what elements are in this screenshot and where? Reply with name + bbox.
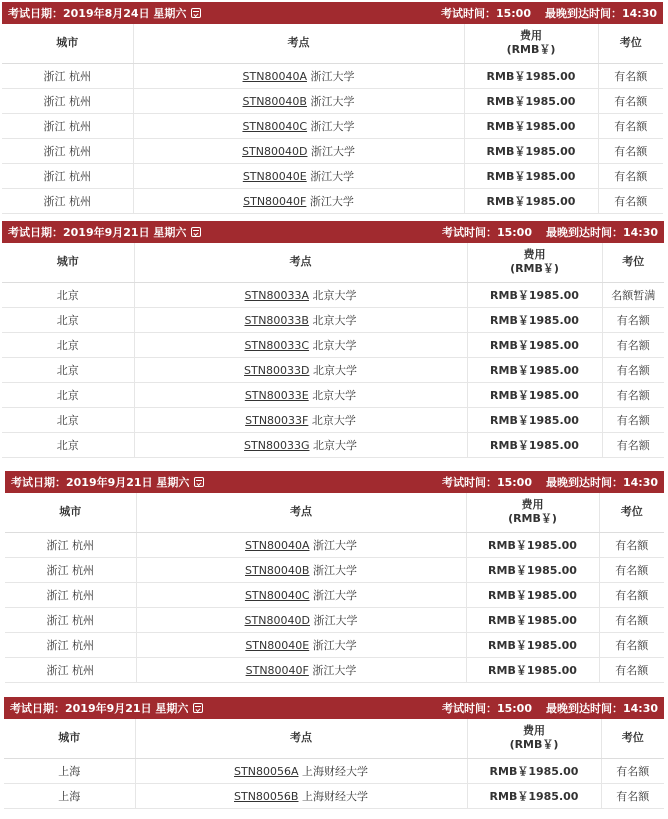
table-row — [2, 357, 664, 382]
city-cell: 北京 — [2, 432, 134, 457]
table-row — [2, 63, 663, 88]
venue-name: 浙江大学 — [313, 588, 358, 602]
city-cell: 北京 — [2, 282, 134, 307]
calendar-icon[interactable] — [193, 703, 203, 713]
fee-cell: RMB￥1985.00 — [464, 63, 598, 88]
venue-cell — [133, 138, 464, 163]
fee-cell: RMB￥1985.00 — [467, 307, 602, 332]
table-row — [5, 607, 664, 632]
venue-name: 上海财经大学 — [301, 764, 368, 778]
city-cell: 浙江 杭州 — [2, 63, 133, 88]
arrival-time: 最晚到达时间：14:30 — [544, 7, 657, 20]
seat-status-cell: 有名额 — [599, 657, 664, 682]
col-seats: 考位 — [599, 493, 664, 532]
col-fee-currency: (RMB￥) — [508, 512, 557, 526]
city-cell: 浙江 杭州 — [2, 88, 133, 113]
seat-status-cell: 有名额 — [598, 88, 663, 113]
venue-cell — [135, 783, 467, 808]
fee-cell: RMB￥1985.00 — [464, 188, 598, 213]
exam-section-3 — [5, 471, 664, 683]
venue-code-link[interactable]: STN80033G — [244, 438, 310, 452]
fee-cell: RMB￥1985.00 — [466, 632, 599, 657]
seat-status-cell: 有名额 — [599, 582, 664, 607]
venue-code-link[interactable]: STN80040A — [242, 69, 307, 83]
col-venue: 考点 — [133, 24, 464, 63]
venue-code-link[interactable]: STN80056A — [234, 764, 299, 778]
venue-cell — [133, 63, 464, 88]
table-row — [4, 783, 664, 808]
venue-name: 北京大学 — [312, 338, 357, 352]
calendar-icon[interactable] — [191, 8, 201, 18]
venue-cell — [133, 188, 464, 213]
col-city: 城市 — [5, 493, 136, 532]
city-cell: 北京 — [2, 307, 134, 332]
venue-name: 北京大学 — [312, 363, 357, 377]
exam-date: 考试日期：2019年9月21日 星期六 — [8, 226, 187, 239]
seat-status-cell: 有名额 — [602, 332, 664, 357]
venue-name: 浙江大学 — [310, 119, 355, 133]
seat-status-cell: 有名额 — [598, 188, 663, 213]
col-city: 城市 — [4, 719, 135, 758]
city-cell: 北京 — [2, 357, 134, 382]
table-header-row — [2, 243, 664, 282]
arrival-time: 最晚到达时间：14:30 — [545, 702, 658, 715]
venue-code-link[interactable]: STN80040E — [242, 169, 307, 183]
col-fee-label: 费用 — [520, 29, 542, 43]
venue-name: 北京大学 — [311, 413, 356, 427]
table-row — [5, 657, 664, 682]
fee-cell: RMB￥1985.00 — [464, 163, 598, 188]
col-fee-currency: (RMB￥) — [510, 262, 559, 276]
venue-cell — [133, 163, 464, 188]
table-header-row — [5, 493, 664, 532]
fee-cell: RMB￥1985.00 — [467, 332, 602, 357]
exam-time: 考试时间：15:00 — [440, 7, 531, 20]
venue-code-link[interactable]: STN80056B — [234, 789, 299, 803]
table-header-row — [2, 24, 663, 63]
table-row — [5, 632, 664, 657]
venue-code-link[interactable]: STN80040C — [244, 588, 310, 602]
col-venue: 考点 — [134, 243, 467, 282]
col-seats: 考位 — [598, 24, 663, 63]
exam-section-4 — [4, 697, 664, 809]
col-fee — [467, 243, 602, 282]
venue-cell — [134, 432, 467, 457]
city-cell: 浙江 杭州 — [5, 557, 136, 582]
table-row — [2, 307, 664, 332]
calendar-icon[interactable] — [191, 227, 201, 237]
seat-status-cell: 有名额 — [602, 407, 664, 432]
exam-time: 考试时间：15:00 — [441, 702, 532, 715]
city-cell: 浙江 杭州 — [5, 607, 136, 632]
venue-code-link[interactable]: STN80040D — [242, 144, 308, 158]
section-header — [5, 471, 664, 493]
city-cell: 浙江 杭州 — [5, 657, 136, 682]
seat-status-cell: 有名额 — [598, 113, 663, 138]
venue-cell — [134, 382, 467, 407]
table-row — [5, 532, 664, 557]
seat-status-cell: 有名额 — [598, 163, 663, 188]
venue-cell — [134, 307, 467, 332]
fee-cell: RMB￥1985.00 — [464, 113, 598, 138]
table-row — [2, 432, 664, 457]
table-row — [2, 188, 663, 213]
venue-name: 北京大学 — [312, 388, 357, 402]
venue-cell — [136, 607, 466, 632]
seat-status-cell: 有名额 — [602, 307, 664, 332]
venue-table — [5, 493, 664, 683]
table-row — [2, 407, 664, 432]
section-header — [4, 697, 664, 719]
venue-name: 浙江大学 — [312, 663, 357, 677]
seat-status-cell: 有名额 — [602, 382, 664, 407]
venue-cell — [136, 632, 466, 657]
table-row — [2, 113, 663, 138]
city-cell: 北京 — [2, 407, 134, 432]
col-fee-currency: (RMB￥) — [509, 738, 559, 752]
seat-status-cell: 有名额 — [601, 758, 664, 783]
arrival-time: 最晚到达时间：14:30 — [545, 476, 658, 489]
seat-status-cell: 有名额 — [599, 532, 664, 557]
fee-cell: RMB￥1985.00 — [464, 138, 598, 163]
fee-cell: RMB￥1985.00 — [467, 357, 602, 382]
venue-code-link[interactable]: STN80033F — [245, 413, 309, 427]
venue-cell — [133, 88, 464, 113]
venue-name: 北京大学 — [312, 313, 357, 327]
exam-date: 考试日期：2019年9月21日 星期六 — [10, 702, 189, 715]
city-cell: 浙江 杭州 — [2, 188, 133, 213]
fee-cell: RMB￥1985.00 — [467, 432, 602, 457]
table-row — [2, 138, 663, 163]
venue-cell — [134, 332, 467, 357]
table-row — [2, 163, 663, 188]
venue-name: 浙江大学 — [309, 194, 354, 208]
table-header-row — [4, 719, 664, 758]
exam-date: 考试日期：2019年9月21日 星期六 — [11, 476, 190, 489]
venue-cell — [136, 532, 466, 557]
seat-status-cell: 有名额 — [598, 138, 663, 163]
venue-code-link[interactable]: STN80033D — [244, 363, 310, 377]
seat-status-cell: 有名额 — [598, 63, 663, 88]
venue-cell — [136, 557, 466, 582]
venue-table — [2, 24, 663, 214]
venue-name: 上海财经大学 — [301, 789, 368, 803]
section-header — [2, 221, 664, 243]
venue-code-link[interactable]: STN80040A — [245, 538, 310, 552]
venue-code-link[interactable]: STN80040D — [244, 613, 310, 627]
venue-code-link[interactable]: STN80033A — [244, 288, 309, 302]
city-cell: 北京 — [2, 382, 134, 407]
venue-code-link[interactable]: STN80040C — [242, 119, 308, 133]
col-fee — [464, 24, 598, 63]
venue-name: 浙江大学 — [310, 144, 355, 158]
exam-date: 考试日期：2019年8月24日 星期六 — [8, 7, 187, 20]
venue-name: 浙江大学 — [310, 169, 355, 183]
venue-cell — [133, 113, 464, 138]
venue-name: 北京大学 — [312, 438, 357, 452]
seat-status-cell: 有名额 — [602, 432, 664, 457]
exam-section-1 — [2, 2, 663, 214]
fee-cell: RMB￥1985.00 — [466, 557, 599, 582]
venue-code-link[interactable]: STN80040B — [245, 563, 310, 577]
venue-code-link[interactable]: STN80040B — [242, 94, 307, 108]
venue-table — [2, 243, 664, 458]
section-header — [2, 2, 663, 24]
col-fee-label: 费用 — [523, 248, 546, 262]
fee-cell: RMB￥1985.00 — [467, 407, 602, 432]
seat-status-cell: 有名额 — [602, 357, 664, 382]
col-city: 城市 — [2, 243, 134, 282]
fee-cell: RMB￥1985.00 — [466, 607, 599, 632]
city-cell: 北京 — [2, 332, 134, 357]
exam-time: 考试时间：15:00 — [441, 476, 532, 489]
fee-cell: RMB￥1985.00 — [467, 783, 601, 808]
seat-status-cell: 有名额 — [599, 557, 664, 582]
table-row — [2, 88, 663, 113]
venue-table — [4, 719, 664, 809]
fee-cell: RMB￥1985.00 — [467, 382, 602, 407]
city-cell: 浙江 杭州 — [2, 113, 133, 138]
seat-status-cell: 名额暂满 — [602, 282, 664, 307]
venue-code-link[interactable]: STN80040E — [245, 638, 310, 652]
table-row — [2, 332, 664, 357]
col-fee — [467, 719, 601, 758]
city-cell: 浙江 杭州 — [2, 163, 133, 188]
exam-section-2 — [2, 221, 664, 458]
venue-name: 浙江大学 — [313, 613, 358, 627]
col-fee-currency: (RMB￥) — [506, 43, 556, 57]
col-venue: 考点 — [135, 719, 467, 758]
col-venue: 考点 — [136, 493, 466, 532]
venue-code-link[interactable]: STN80033E — [244, 388, 309, 402]
col-fee — [466, 493, 599, 532]
col-fee-label: 费用 — [521, 498, 544, 512]
city-cell: 上海 — [4, 783, 135, 808]
exam-time: 考试时间：15:00 — [441, 226, 532, 239]
table-row — [5, 557, 664, 582]
table-row — [2, 382, 664, 407]
table-row — [4, 758, 664, 783]
city-cell: 上海 — [4, 758, 135, 783]
venue-name: 浙江大学 — [310, 69, 355, 83]
seat-status-cell: 有名额 — [601, 783, 664, 808]
venue-name: 北京大学 — [312, 288, 357, 302]
venue-name: 浙江大学 — [312, 538, 357, 552]
fee-cell: RMB￥1985.00 — [467, 758, 601, 783]
seat-status-cell: 有名额 — [599, 607, 664, 632]
fee-cell: RMB￥1985.00 — [467, 282, 602, 307]
seat-status-cell: 有名额 — [599, 632, 664, 657]
fee-cell: RMB￥1985.00 — [466, 582, 599, 607]
venue-cell — [134, 357, 467, 382]
venue-cell — [134, 282, 467, 307]
city-cell: 浙江 杭州 — [2, 138, 133, 163]
venue-name: 浙江大学 — [312, 563, 357, 577]
venue-cell — [136, 582, 466, 607]
city-cell: 浙江 杭州 — [5, 532, 136, 557]
fee-cell: RMB￥1985.00 — [464, 88, 598, 113]
col-seats: 考位 — [601, 719, 664, 758]
venue-code-link[interactable]: STN80033C — [244, 338, 310, 352]
col-seats: 考位 — [602, 243, 664, 282]
col-city: 城市 — [2, 24, 133, 63]
table-row — [5, 582, 664, 607]
city-cell: 浙江 杭州 — [5, 582, 136, 607]
venue-cell — [134, 407, 467, 432]
table-row — [2, 282, 664, 307]
venue-code-link[interactable]: STN80040F — [245, 663, 309, 677]
calendar-icon[interactable] — [194, 477, 204, 487]
col-fee-label: 费用 — [523, 724, 545, 738]
fee-cell: RMB￥1985.00 — [466, 657, 599, 682]
venue-cell — [135, 758, 467, 783]
venue-code-link[interactable]: STN80040F — [243, 194, 307, 208]
venue-name: 浙江大学 — [310, 94, 355, 108]
venue-cell — [136, 657, 466, 682]
venue-name: 浙江大学 — [312, 638, 357, 652]
fee-cell: RMB￥1985.00 — [466, 532, 599, 557]
city-cell: 浙江 杭州 — [5, 632, 136, 657]
venue-code-link[interactable]: STN80033B — [244, 313, 309, 327]
arrival-time: 最晚到达时间：14:30 — [545, 226, 658, 239]
